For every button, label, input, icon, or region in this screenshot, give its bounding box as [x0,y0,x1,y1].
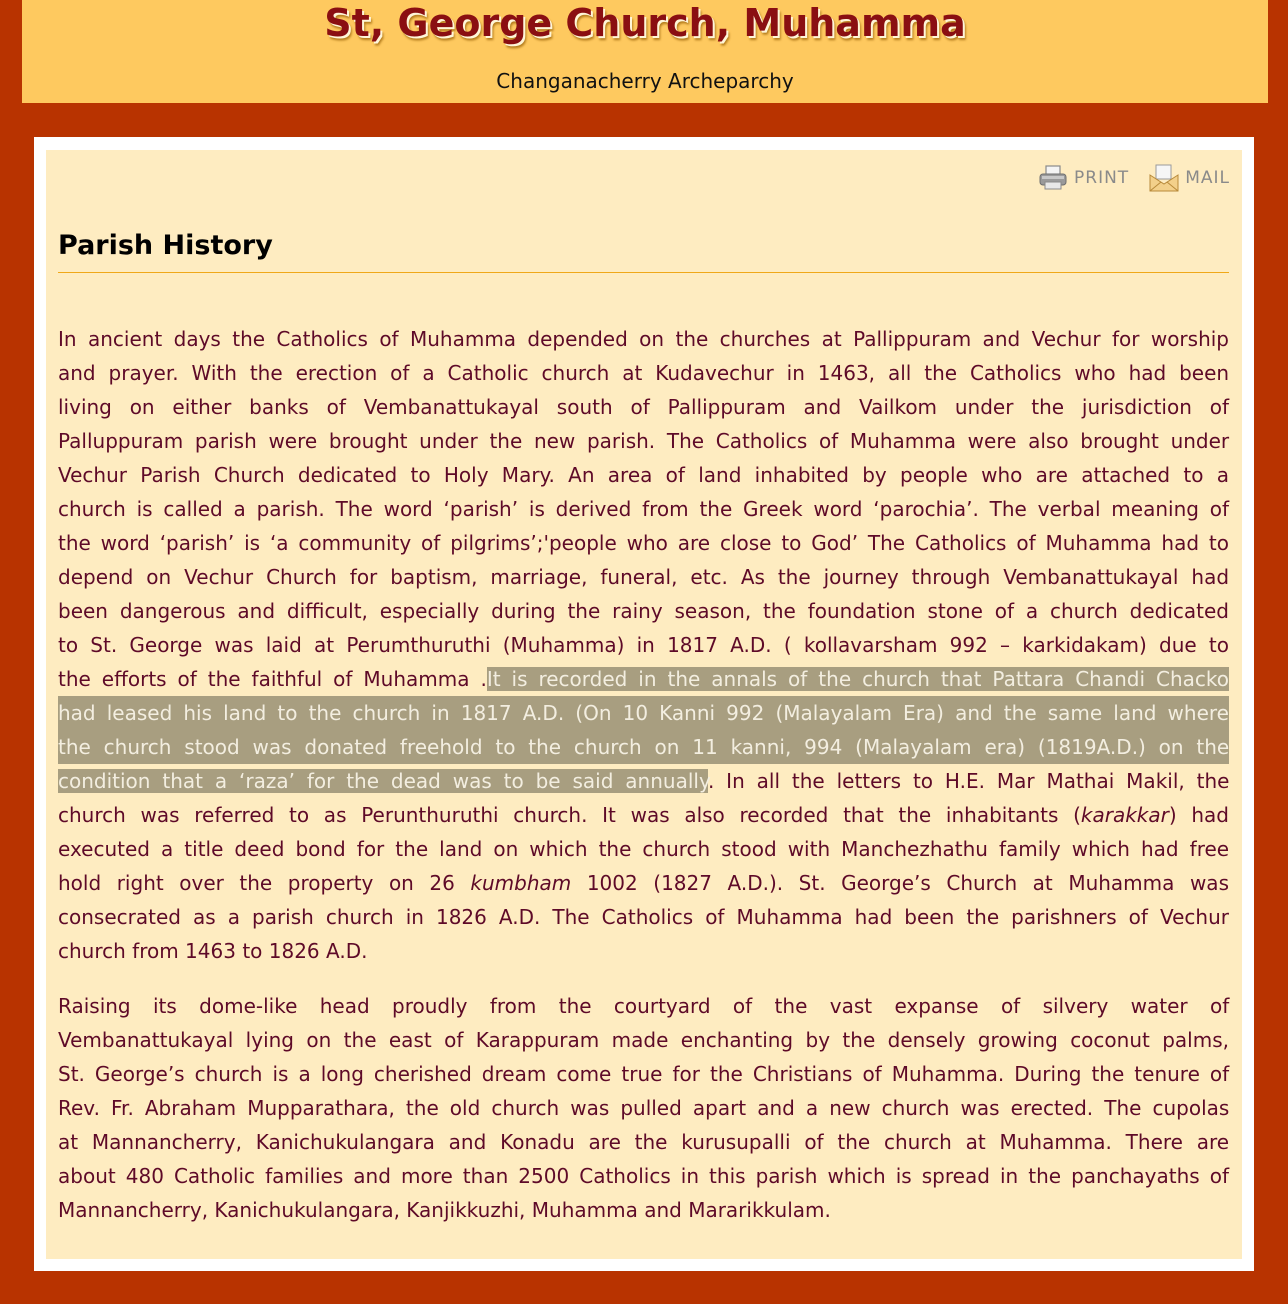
title-divider [58,272,1229,273]
text-segment: the efforts of the faithful of Muhamma . [58,667,487,691]
text-line: church is called a parish. The word ‘parish’ is derived from the Greek word ‘parochia’. The verbal meaning of [58,497,1230,521]
italic-term: kumbham [470,871,572,895]
paragraph-1 [58,322,1229,968]
printer-icon [1038,165,1068,191]
envelope-icon [1149,164,1179,192]
text-line: been dangerous and difficult, especially during the rainy season, the foundation stone of a church dedicated [58,599,1229,623]
paragraph-2 [58,989,1229,1227]
article-body [58,322,1229,1227]
text-line: Raising its dome-like head proudly from the courtyard of the vast expanse of silvery water of [58,994,1230,1018]
site-header [22,0,1268,103]
selected-text: It is recorded in the annals of the church that Pattara Chandi Chacko [486,667,1229,691]
text-line: Mannancherry, Kanichukulangara, Kanjikkuzhi, Muhamma and Mararikkulam. [58,1198,831,1222]
text-line: Vechur Parish Church dedicated to Holy Mary. An area of land inhabited by people who are attached to a [58,463,1229,487]
site-subtitle: Changanacherry Archeparchy [496,69,794,93]
text-line: Rev. Fr. Abraham Mupparathara, the old church was pulled apart and a new church was erected. The cupolas [58,1096,1230,1120]
text-line [58,662,1229,696]
text-segment: ) had [1168,803,1229,827]
text-line: living on either banks of Vembanattukayal south of Pallippuram and Vailkom under the jurisdiction of [58,395,1229,419]
text-segment: . In all the letters to H.E. Mar Mathai Makil, the [707,769,1230,793]
page-title: Parish History [58,230,273,261]
content-area [46,150,1242,1259]
text-segment: hold right over the property on 26 [58,871,471,895]
text-segment: church was referred to as Perunthuruthi church. It was also recorded that the inhabitants ( [58,803,1081,827]
text-line: and prayer. With the erection of a Catholic church at Kudavechur in 1463, all the Catholics who had been [58,361,1230,385]
text-line: to St. George was laid at Perumthuruthi (Muhamma) in 1817 A.D. ( kollavarsham 992 – karkidakam) due to [58,633,1229,657]
text-line: at Mannancherry, Kanichukulangara and Konadu are the kurusupalli of the church at Muhamma. There are [58,1130,1230,1154]
selected-text-line: had leased his land to the church in 1817 A.D. (On 10 Kanni 992 (Malayalam Era) and the same land where [58,696,1229,730]
text-line: consecrated as a parish church in 1826 A.D. The Catholics of Muhamma had been the parishners of Vechur [58,905,1229,929]
site-title: St, George Church, Muhamma [324,1,966,45]
text-line [58,764,1229,798]
text-line: the word ‘parish’ is ‘a community of pilgrims’;'people who are close to God’ The Catholics of Muhamma had to [58,531,1229,555]
text-line: executed a title deed bond for the land on which the church stood with Manchezhathu family which had free [58,837,1230,861]
text-line: St. George’s church is a long cherished dream come true for the Christians of Muhamma. During the tenure of [58,1062,1230,1086]
print-button[interactable] [1038,165,1129,191]
text-segment: 1002 (1827 A.D.). St. George’s Church at Muhamma was [571,871,1229,895]
selected-text-line: the church stood was donated freehold to the church on 11 kanni, 994 (Malayalam era) (1819A.D.) on the [58,730,1229,764]
content-frame [34,137,1254,1271]
text-line [58,798,1229,832]
selected-text: condition that a ‘raza’ for the dead was to be said annually [58,769,708,793]
text-line: Palluppuram parish were brought under the new parish. The Catholics of Muhamma were also brought under [58,429,1230,453]
text-line: In ancient days the Catholics of Muhamma depended on the churches at Pallippuram and Vechur for worship [58,327,1229,351]
text-line: about 480 Catholic families and more than 2500 Catholics in this parish which is spread in the panchayaths of [58,1164,1229,1188]
text-line [58,866,1229,900]
text-line: church from 1463 to 1826 A.D. [58,939,368,963]
print-label: PRINT [1074,168,1130,188]
article-tools [1038,160,1230,196]
text-line: depend on Vechur Church for baptism, marriage, funeral, etc. As the journey through Vembanattukayal had [58,565,1230,589]
italic-term: karakkar [1080,803,1169,827]
mail-label: MAIL [1185,168,1230,188]
text-line: Vembanattukayal lying on the east of Karappuram made enchanting by the densely growing coconut palms, [58,1028,1229,1052]
mail-button[interactable] [1149,164,1230,192]
